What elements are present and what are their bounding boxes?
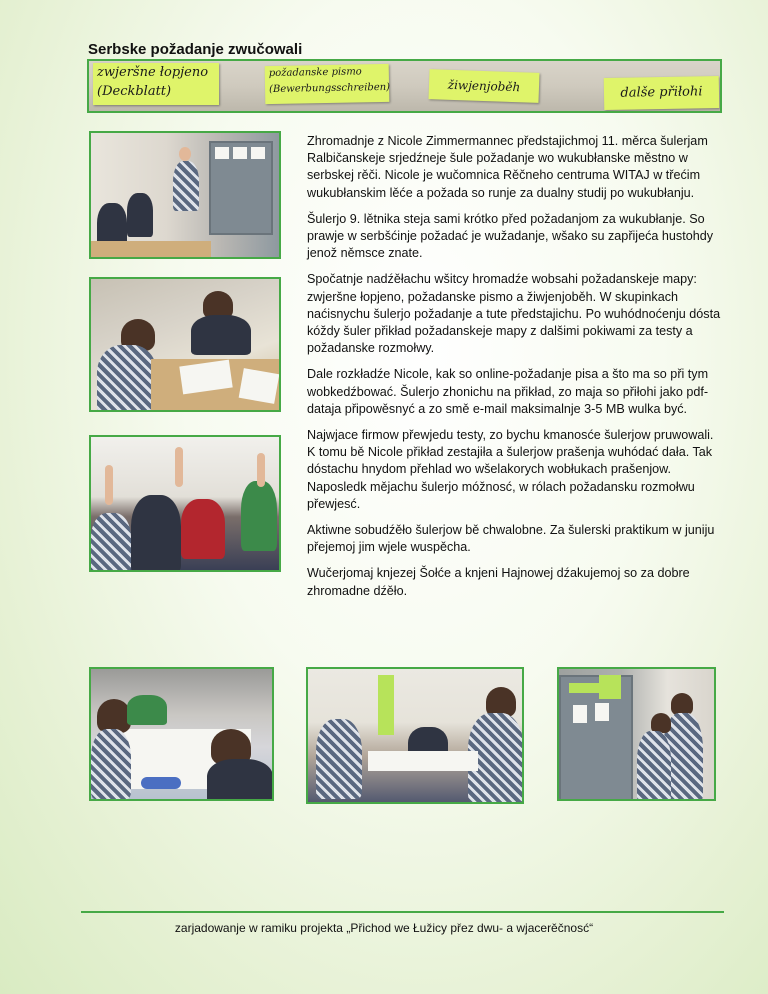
- photo-group-work: [89, 667, 274, 801]
- footer-note: zarjadowanje w ramiku projekta „Přichod we Łužicy přez dwu- a wjacerěčnosć“: [174, 921, 594, 935]
- photo-class-raising-hands: [89, 435, 281, 572]
- student: [131, 495, 181, 572]
- student: [207, 759, 273, 801]
- student-head: [671, 693, 693, 715]
- raised-hand: [105, 465, 113, 505]
- article-paragraph: Zhromadnje z Nicole Zimmermannec předstajichmoj 11. měrca šulerjam Ralbičanskeje srjedźneje šule požadanje wo wukubłanske městno w serbskej rěči. Nicole je wučomnica Rěčneho centruma WITAJ w třećim wukubłanskim lěće a požada so runje za dualny studij po wukubłanju.: [307, 134, 708, 200]
- student: [191, 315, 251, 355]
- presentation-board: [559, 675, 633, 801]
- worksheet: [239, 368, 280, 404]
- pencil-case: [141, 777, 181, 789]
- board-sheet: [595, 703, 609, 721]
- student: [127, 193, 153, 237]
- banner-card-application-letter-line2: (Bewerbungsschreiben): [268, 81, 391, 96]
- article-paragraph: Wučerjomaj knjezej Šołće a knjeni Hajnowej dźakujemoj so za dobre zhromadne dźěło.: [307, 566, 690, 598]
- student: [181, 499, 225, 559]
- student: [91, 729, 131, 799]
- wall-cards: [378, 675, 394, 735]
- photo-students-at-table: [89, 277, 281, 412]
- photo-presenter-at-board: [89, 131, 281, 259]
- banner-card-attachments: dalše přiłohi: [604, 76, 720, 110]
- banner-card-cover-page-line1: zwjeršne łopjeno: [97, 65, 209, 80]
- article-paragraph: Aktiwne sobudźěło šulerjow bě chwalobne. Za šulerski praktikum w juniju přejemoj jim wjele wuspěcha.: [307, 523, 715, 555]
- student: [127, 695, 167, 725]
- board-sheet: [251, 147, 265, 159]
- board-sheet: [215, 147, 229, 159]
- photo-students-at-board: [557, 667, 716, 801]
- student-head: [651, 713, 671, 733]
- student: [241, 481, 277, 551]
- presenter-head: [179, 147, 191, 161]
- article-paragraph: Najwjace firmow přewjedu testy, zo bychu kmanosće šulerjow pruwowali. K tomu bě Nicole přikład zestajiła a šulerjow prašenja wuhódać dała. Tak dóstachu hnydom přehlad wo wšelakorych wobłukach prašenjow. Naposledk mějachu šulerjo móžnosć, w rólach požadansku rozmołwu přewjesć.: [307, 428, 714, 511]
- banner-card-application-letter: [265, 64, 390, 104]
- raised-hand: [257, 453, 265, 487]
- article-body: [307, 133, 725, 609]
- raised-hand: [175, 447, 183, 487]
- banner-card-cover-page-line2: (Deckblatt): [97, 84, 172, 99]
- student: [97, 345, 157, 412]
- article-paragraph: Dale rozkładźe Nicole, kak so online-požadanje pisa a što ma so při tym wobkedźbować. Šulerjo zhonichu na přikład, zo maja so přiłohi jako pdf-dataja připowěsnyć a zo smě e-mail maksimalnje 3-5 MB wulka być.: [307, 367, 709, 416]
- header-banner-photo: [87, 59, 722, 113]
- presenter: [173, 161, 199, 211]
- page-title: Serbske požadanje zwučowali: [88, 41, 303, 58]
- student: [91, 513, 131, 572]
- student: [637, 731, 671, 801]
- board-sheet: [233, 147, 247, 159]
- banner-card-cv: žiwjenjoběh: [429, 69, 540, 103]
- desk: [91, 241, 211, 259]
- photo-discussion-at-tables: [306, 667, 524, 804]
- article-paragraph: Spočatnje nadźěłachu wšitcy hromadźe wobsahi požadanskeje mapy: zwjeršne łopjeno, požadanske pismo a žiwjenjoběh. W skupinkach naćisnychu šulerjo požadanje a tute předstajichu. Po wuhódnoćenju dósta kóždy šuler přikład požadanskeje mapy z dalšimi pokiwami za testy a požadanske rozmołwy.: [307, 272, 721, 356]
- student: [316, 719, 362, 799]
- board-sheet: [573, 705, 587, 723]
- table: [368, 751, 478, 771]
- article-paragraph: Šulerjo 9. lětnika steja sami krótko před požadanjom za wukubłanje. So prawje w serbšćinje požadać je wužadanje, wšako su zapřijeća hustohdy jenož němsce znate.: [307, 211, 714, 261]
- banner-card-application-letter-line1: požadanske pismo: [268, 66, 362, 80]
- board-card: [599, 675, 621, 699]
- banner-card-cover-page: [93, 63, 219, 105]
- student-head: [97, 699, 131, 733]
- footer-divider: [81, 911, 724, 913]
